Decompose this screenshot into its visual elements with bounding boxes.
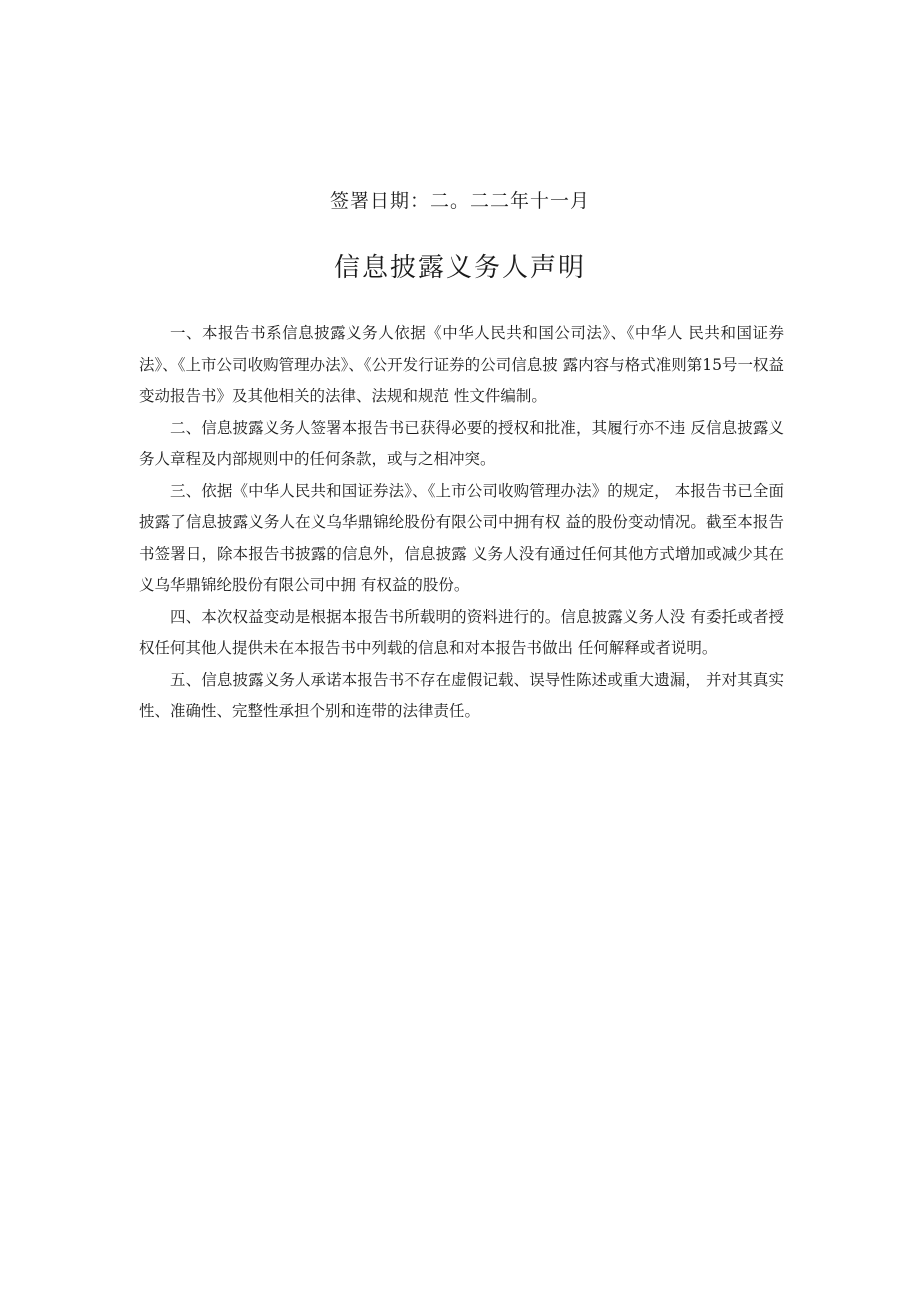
declaration-paragraph-3: 三、依据《中华人民共和国证券法》、《上市公司收购管理办法》的规定， 本报告书已全面披露了信息披露义务人在义乌华鼎锦纶股份有限公司中拥有权 益的股份变动情况。截至本报告书签署日，除本报告书披露的信息外，信息披露 义务人没有通过任何其他方式增加或减少其在义乌华鼎锦纶股份有限公司中拥 有权益的股份。 <box>139 481 784 594</box>
declaration-paragraph-5: 五、信息披露义务人承诺本报告书不存在虚假记载、误导性陈述或重大遗漏， 并对其真实性、准确性、完整性承担个别和连带的法律责任。 <box>139 670 784 720</box>
declaration-paragraph-2: 二、信息披露义务人签署本报告书已获得必要的授权和批准，其履行亦不违 反信息披露义务人章程及内部规则中的任何条款，或与之相冲突。 <box>139 418 784 468</box>
declaration-paragraph-1: 一、本报告书系信息披露义务人依据《中华人民共和国公司法》、《中华人 民共和国证券法》、《上市公司收购管理办法》、《公开发行证券的公司信息披 露内容与格式准则第15号一权益变动报告书》及其他相关的法律、法规和规范 性文件编制。 <box>139 324 784 405</box>
document-title: 信息披露义务人声明 <box>333 253 586 283</box>
signing-date: 签署日期：二。二二年十一月 <box>329 190 590 212</box>
declaration-body <box>139 318 784 728</box>
declaration-paragraph-4: 四、本次权益变动是根据本报告书所载明的资料进行的。信息披露义务人没 有委托或者授权任何其他人提供未在本报告书中列载的信息和对本报告书做出 任何解释或者说明。 <box>139 607 784 657</box>
